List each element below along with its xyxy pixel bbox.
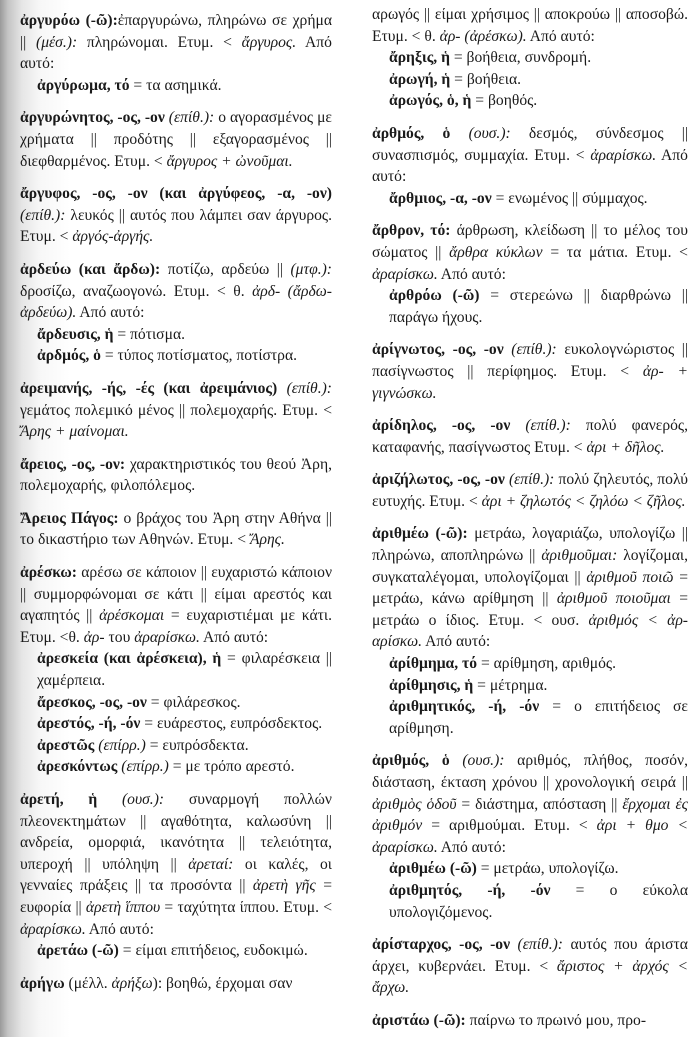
derived-entry	[372, 285, 688, 328]
italic-text: ἀρετὴ γῆς	[252, 877, 316, 895]
entry-paragraph	[372, 1010, 688, 1032]
entry-paragraph	[20, 10, 332, 75]
definition-text: = βοήθεια, συνδρομή.	[449, 49, 592, 67]
dictionary-entry	[372, 339, 688, 404]
definition-text	[450, 125, 468, 142]
italic-text: (επίθ.):	[525, 417, 571, 435]
italic-text: (ουσ.):	[468, 124, 511, 142]
italic-text: (μτφ.):	[290, 260, 332, 278]
derived-entry	[20, 756, 332, 778]
italic-text: ἀρ- (ἀρέσκω).	[439, 27, 527, 45]
headword: Ἄρειος Πάγος:	[20, 509, 119, 527]
italic-text: ἄρθρα κύκλων	[449, 243, 543, 261]
definition-text: μετράω, λογαριάζω, υπολογίζω || πληρώνω, αποπληρώνω ||	[372, 525, 688, 565]
entry-paragraph	[372, 469, 688, 512]
definition-text: άρθρωση, κλείδωση || το μέλος του σώματος ||	[372, 222, 688, 261]
italic-text: ἀραρίσκω.	[372, 265, 438, 283]
entry-paragraph	[20, 508, 332, 551]
derived-headword: ἀρδμός, ὁ	[37, 347, 101, 365]
entry-paragraph	[372, 523, 688, 653]
headword: ἀρήγω	[20, 974, 65, 992]
italic-text: Ἄρης.	[249, 531, 285, 549]
derived-entry	[20, 345, 332, 367]
derived-entry	[20, 735, 332, 757]
definition-text: ποτίζω, αρδεύω ||	[160, 260, 291, 278]
dictionary-entry	[20, 259, 332, 367]
definition-text: = αριθμούμαι. Ετυμ. <	[422, 817, 597, 835]
definition-text: = τύπος ποτίσματος, ποτίστρα.	[100, 347, 298, 365]
left-column	[20, 10, 332, 1005]
definition-text: πολύ ζηλευτός, πολύ ευτυχής. Ετυμ. <	[372, 471, 688, 510]
definition-text: Από αυτό:	[422, 633, 491, 651]
derived-entry	[20, 692, 332, 714]
definition-text: (μέλλ.	[64, 974, 112, 992]
definition-text: ο βράχος του Ἀρη στην Αθήνα || το δικαστήριο των Αθηνών. Ετυμ. <	[20, 509, 332, 549]
entry-paragraph	[20, 183, 332, 248]
dictionary-entry	[20, 562, 332, 778]
derived-entry	[372, 858, 688, 880]
dictionary-entry	[372, 1010, 688, 1032]
headword: ἀρίσταρχος, -ος, -ον	[372, 936, 511, 954]
dictionary-entry	[20, 183, 332, 248]
definition-text: = μετράω ο ίδιος. Ετυμ. < ουσ.	[372, 590, 688, 629]
italic-text: ἀρετὴ ἵππου	[85, 898, 161, 916]
headword: ἀρθμός, ὁ	[372, 124, 451, 142]
definition-text: = φιλάρεσκος.	[146, 693, 241, 711]
headword: ἀρειμανής, -ής, -ές (και ἀρειμάνιος)	[20, 379, 278, 397]
italic-text: (μέσ.):	[36, 33, 78, 51]
derived-entry	[372, 653, 688, 675]
italic-text: ἀριθμὸς ὁδοῦ	[372, 795, 457, 813]
entry-paragraph	[20, 378, 332, 443]
dictionary-entry	[20, 454, 332, 497]
definition-text: λογίζομαι, συγκαταλέγομαι, υπολογίζομαι ||	[372, 547, 688, 586]
dictionary-entry	[20, 378, 332, 443]
headword: ἄργυφος, -ος, -ον (και ἀργύφεος, -α, -ον)	[20, 185, 332, 203]
definition-text: ): βοηθώ, έρχομαι σαν	[152, 974, 293, 992]
italic-text: ἀρι + ζηλωτός < ζηλόω < ζῆλος.	[481, 492, 686, 510]
entry-paragraph	[372, 220, 688, 285]
headword: ἀριθμέω (-ῶ):	[372, 525, 468, 543]
derived-headword: ἀρωγή, ἡ	[389, 70, 451, 88]
dictionary-entry	[20, 789, 332, 962]
italic-text: ἀργός-ἀργής.	[72, 228, 154, 246]
definition-text: = ταχύτητα ίππου. Ετυμ. <	[160, 898, 332, 916]
derived-headword: ἀριθμέω (-ῶ)	[389, 860, 477, 878]
italic-text: ἀραρίσκω.	[590, 146, 657, 164]
italic-text: ἀρέσκομαι	[99, 607, 165, 625]
definition-text: πληρώνομαι. Ετυμ. <	[77, 33, 242, 51]
definition-text: Από αυτό:	[76, 304, 145, 322]
italic-text: (επίθ.):	[508, 471, 555, 489]
definition-text: = ευπρόσδεκτα.	[145, 736, 249, 754]
dictionary-entry	[20, 508, 332, 551]
derived-entry	[372, 47, 688, 69]
definition-text: δεσμός, σύνδεσμος || συνασπισμός, συμμαχία. Ετυμ. <	[372, 124, 688, 164]
entry-paragraph	[20, 107, 332, 172]
definition-text: Από αυτό:	[20, 33, 332, 73]
italic-text: ἀριθμοῦ ποιοῦμαι	[556, 590, 671, 608]
entry-paragraph	[372, 750, 688, 858]
definition-text: = μέτρημα.	[473, 676, 548, 694]
dictionary-entry	[372, 934, 688, 999]
derived-headword: ἄρεσκος, -ος, -ον	[37, 693, 147, 711]
definition-text	[97, 791, 122, 808]
dictionary-entry	[372, 4, 688, 112]
definition-text: ἐπαργυρώνω, πληρώνω σε χρήμα ||	[20, 12, 333, 51]
definition-text	[450, 752, 463, 769]
derived-entry	[372, 880, 688, 923]
definition-text: Από αυτό:	[437, 838, 506, 856]
definition-text: = ευχαριστιέμαι με κάτι. Ετυμ. <θ.	[20, 607, 333, 646]
headword: ἀρίδηλος, -ος, -ον	[372, 417, 511, 435]
derived-headword: ἀρετάω (-ῶ)	[37, 942, 119, 960]
entry-paragraph	[20, 259, 332, 324]
definition-text: = πότισμα.	[113, 325, 186, 343]
definition-text: = ενωμένος || σύμμαχος.	[491, 189, 648, 207]
definition-text: αυτός που άριστα άρχει, κυβερνάει. Ετυμ. <	[372, 936, 688, 975]
derived-headword: ἀρίθμησις, ἡ	[389, 676, 474, 694]
entry-paragraph	[372, 339, 688, 404]
entry-paragraph	[372, 123, 688, 188]
derived-headword: ἀρεσκόντως	[37, 758, 118, 776]
italic-text: (επίθ.):	[517, 936, 563, 954]
right-column	[372, 4, 688, 1043]
headword: ἀριστάω (-ῶ):	[372, 1011, 466, 1029]
definition-text: Από αυτό:	[526, 27, 595, 45]
definition-text: = με τρόπο αρεστό.	[168, 758, 295, 776]
definition-text	[277, 380, 286, 397]
derived-entry	[20, 940, 332, 962]
italic-text: (επίθ.):	[511, 341, 557, 359]
definition-text: πολύ φανερός, καταφανής, πασίγνωστος Ετυμ. <	[372, 417, 688, 456]
definition-text: δροσίζω, αναζωογονώ. Ετυμ. < θ.	[20, 282, 253, 300]
italic-text: (ουσ.):	[121, 791, 165, 808]
italic-text: Ἄρης + μαίνομαι.	[20, 423, 129, 441]
dictionary-entry	[372, 415, 688, 458]
definition-text: χαρακτηριστικός του θεού Ἀρη, πολεμοχαρής, φιλοπόλεμος.	[20, 455, 332, 495]
definition-text: = είμαι επιτήδειος, ευδοκιμώ.	[118, 942, 308, 960]
italic-text: (επίθ.):	[168, 109, 215, 127]
headword: ἀρδεύω (και ἄρδω):	[20, 260, 161, 278]
italic-text: ἀρ-	[83, 628, 105, 646]
definition-text: = τα ασημικά.	[129, 76, 222, 94]
definition-text: Από αυτό:	[437, 265, 506, 283]
definition-text: = βοηθός.	[471, 92, 538, 110]
headword: ἀργυρώνητος, -ος, -ον	[20, 109, 165, 127]
dictionary-entry	[372, 123, 688, 209]
italic-text: ἀρεταί:	[188, 855, 234, 873]
italic-text: (ουσ.):	[462, 752, 505, 770]
italic-text: ἀρ- + γιγνώσκω.	[372, 362, 688, 402]
definition-text: οι καλές, οι γενναίες πράξεις || τα προσόντα ||	[20, 855, 332, 895]
entry-paragraph	[20, 454, 332, 497]
headword: ἀριθμός, ὁ	[372, 752, 450, 770]
headword: ἀρίγνωτος, -ος, -ον	[372, 341, 504, 359]
dictionary-entry	[20, 10, 332, 96]
derived-entry	[20, 648, 332, 691]
definition-text: = βοήθεια.	[450, 70, 522, 88]
derived-entry	[372, 696, 688, 739]
definition-text: Από αυτό:	[85, 920, 154, 938]
derived-entry	[20, 713, 332, 735]
dictionary-entry	[372, 523, 688, 739]
italic-text: ἄριστος + ἀρχός < ἄρχω.	[372, 957, 688, 997]
headword: ἀρετή, ἡ	[20, 791, 98, 808]
definition-text: λευκός || αυτός που λάμπει σαν άργυρος. Ετυμ. <	[20, 206, 332, 246]
headword: ἀριζήλωτος, -ος, -ον	[372, 471, 505, 489]
derived-headword: ἀριθμητικός, -ή, -όν	[389, 698, 540, 716]
derived-headword: ἄρθμιος, -α, -ον	[389, 189, 492, 207]
italic-text: ἀραρίσκω.	[134, 628, 200, 646]
definition-text: αριθμός, πλήθος, ποσόν, διάσταση, έκταση χρόνου || χρονολογική σειρά ||	[372, 752, 689, 791]
italic-text: (επίθ.):	[286, 379, 332, 397]
derived-headword: ἀρεστός, -ή, -όν	[37, 715, 141, 733]
italic-text: ἀριθμοῦ ποιῶ	[586, 568, 674, 586]
derived-entry	[372, 675, 688, 697]
dictionary-entry	[20, 107, 332, 172]
entry-paragraph	[372, 934, 688, 999]
italic-text: ἀριθμός < ἀρ-αρίσκω.	[372, 611, 688, 651]
headword: ἀργυρόω (-ῶ):	[20, 12, 118, 29]
derived-entry	[20, 75, 332, 97]
definition-text: Από αυτό:	[372, 146, 688, 186]
definition-text: ο αγορασμένος με χρήματα || προδότης || εξαγορασμένος || διεφθαρμένος. Ετυμ. <	[20, 109, 332, 170]
definition-text: = ευφορία ||	[20, 877, 332, 916]
definition-text: = τα μάτια. Ετυμ. <	[542, 243, 688, 261]
derived-headword: ἄρηξις, ἡ	[389, 49, 450, 67]
definition-text: = στερεώνω || διαρθρώνω || παράγω ήχους.	[389, 287, 688, 326]
derived-headword: ἀρωγός, ὁ, ἡ	[389, 92, 472, 110]
italic-text: ἀραρίσκω.	[20, 920, 86, 938]
italic-text: ἔρχομαι ἐς ἀριθμόν	[372, 795, 688, 835]
definition-text	[510, 417, 525, 434]
headword: ἀρέσκω:	[20, 564, 77, 582]
italic-text: ἀριθμοῦμαι:	[541, 547, 618, 565]
derived-headword: ἀρεστῶς	[37, 736, 95, 754]
derived-headword: ἀρθρόω (-ῶ)	[389, 287, 480, 305]
definition-text	[510, 936, 518, 953]
dictionary-entry	[372, 750, 688, 923]
entry-paragraph	[20, 562, 332, 648]
dictionary-entry	[372, 469, 688, 512]
derived-entry	[372, 69, 688, 91]
italic-text: ἄργυρος + ὠνοῦμαι.	[166, 152, 293, 170]
entry-paragraph	[372, 415, 688, 458]
derived-headword: ἄρδευσις, ἡ	[37, 325, 114, 343]
definition-text: του	[104, 628, 135, 646]
derived-headword: ἀργύρωμα, τό	[37, 76, 130, 94]
italic-text: ἀρήξω	[111, 974, 153, 992]
dictionary-entry	[372, 220, 688, 328]
definition-text: παίρνω το πρωινό μου, προ-	[465, 1011, 647, 1029]
definition-text: = ευάρεστος, ευπρόσδεκτος.	[140, 715, 323, 733]
derived-entry	[372, 90, 688, 112]
derived-headword: ἀριθμητός, -ή, -όν	[389, 881, 551, 899]
headword: ἄρθρον, τό:	[372, 222, 451, 240]
definition-text: = φιλαρέσκεια || χαμέρπεια.	[37, 650, 333, 690]
definition-text: = μετράω, υπολογίζω.	[476, 860, 619, 878]
entry-paragraph	[20, 789, 332, 940]
italic-text: (επίθ.):	[20, 206, 66, 224]
definition-text: ευκολογνώριστος || πασίγνωστος || περίφημος. Ετυμ. <	[372, 341, 688, 380]
italic-text: ἀρι + δῆλος.	[586, 438, 665, 456]
italic-text: ἀρι + θμο < ἀραρίσκω.	[372, 817, 688, 856]
definition-text: = ο επιτήδειος σε αρίθμηση.	[389, 698, 688, 737]
headword: ἄρειος, -ος, -ον:	[20, 455, 126, 473]
definition-text: = μετράω, κάνω αρίθμηση ||	[372, 568, 688, 608]
definition-text: συναρμογή πολλών πλεονεκτημάτων || αγαθότητα, καλωσύνη || ανδρεία, ομορφιά, ικανότητα || τελειότητα, υπεροχή || υπόληψη ||	[20, 791, 332, 873]
entry-paragraph	[20, 973, 332, 995]
definition-text: αρωγός || είμαι χρήσιμος || αποκρούω || αποσοβώ. Ετυμ. < θ.	[372, 6, 688, 45]
derived-headword: ἀρίθμημα, τό	[389, 655, 478, 673]
definition-text: γεμάτος πολεμικό μένος || πολεμοχαρής. Ετυμ. <	[20, 401, 332, 419]
italic-text: (επίρρ.)	[98, 736, 146, 754]
definition-text: = αρίθμηση, αριθμός.	[477, 655, 616, 673]
definition-text: αρέσω σε κάποιον || ευχαριστώ κάποιον || συμμορφώνομαι σε κάτι || είμαι αρεστός και αγαπητός ||	[20, 564, 332, 625]
definition-text: = ο εύκολα υπολογιζόμενος.	[389, 881, 688, 921]
dictionary-entry	[20, 973, 332, 995]
definition-text: = διάστημα, απόσταση ||	[456, 795, 623, 813]
derived-entry	[372, 188, 688, 210]
derived-entry	[20, 324, 332, 346]
italic-text: (επίρρ.)	[121, 758, 169, 776]
italic-text: ἀρδ- (ἄρδω-ἀρδεύω).	[20, 282, 332, 322]
definition-text: Από αυτό:	[199, 628, 269, 646]
italic-text: ἄργυρος.	[241, 33, 297, 51]
entry-paragraph	[372, 4, 688, 47]
derived-headword: ἀρεσκεία (και ἀρέσκεια), ἡ	[37, 650, 222, 668]
